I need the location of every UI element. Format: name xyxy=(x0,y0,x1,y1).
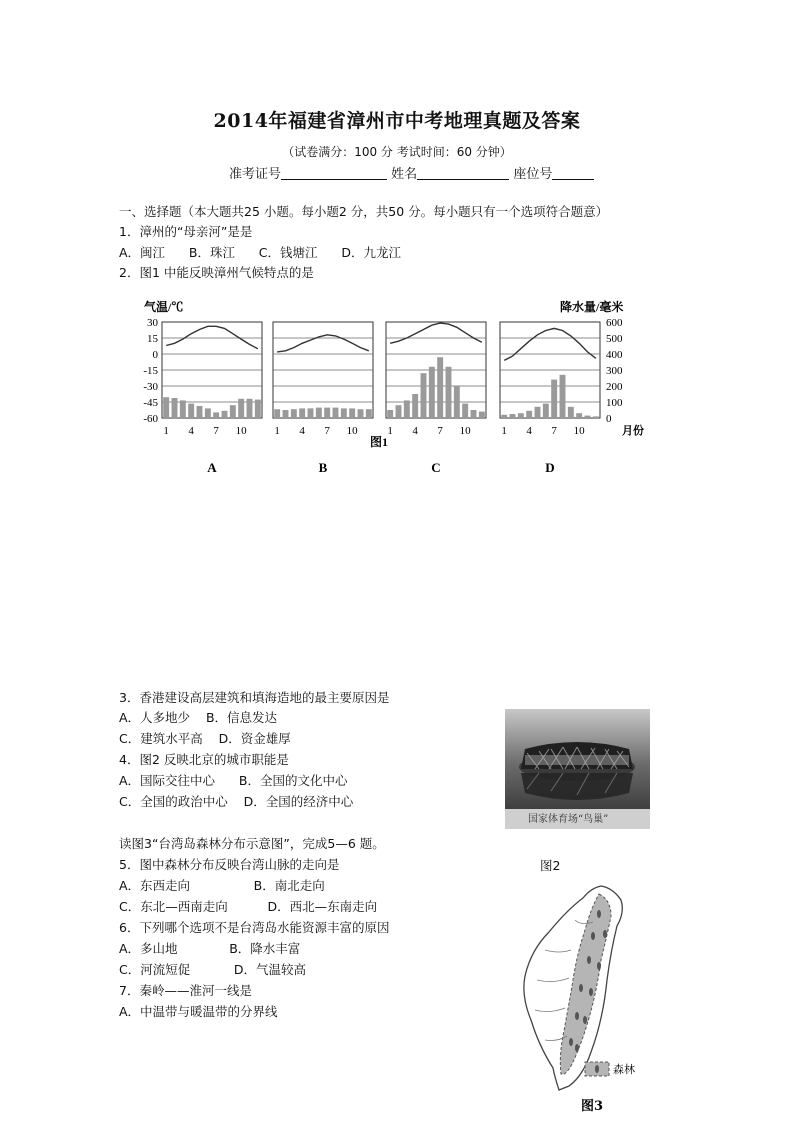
left-tick-label: -45 xyxy=(143,397,158,409)
precip-bar xyxy=(274,409,280,418)
q2-stem: 2．图1 中能反映漳州气候特点的是 xyxy=(119,265,314,280)
taiwan-forest-map xyxy=(515,880,655,1116)
right-tick-label: 0 xyxy=(606,413,612,425)
left-tick-label: -15 xyxy=(143,365,158,377)
precip-bar xyxy=(255,400,261,418)
q4-options-1: A．国际交往中心 B．全国的文化中心 xyxy=(119,773,348,788)
climate-panel-c xyxy=(386,322,486,475)
precip-bar xyxy=(535,407,541,418)
fig3-instruction: 读图3“台湾岛森林分布示意图”，完成5—6 题。 xyxy=(119,836,385,851)
month-tick-label: 10 xyxy=(346,425,358,437)
q3-options-1: A．人多地少 B．信息发达 xyxy=(119,710,278,725)
x-axis-title: 月份 xyxy=(622,425,644,437)
precip-bar xyxy=(576,413,582,418)
q3-stem: 3．香港建设高层建筑和填海造地的最主要原因是 xyxy=(119,690,390,705)
exam-meta: （试卷满分：100 分 考试时间：60 分钟） xyxy=(282,145,512,159)
left-tick-label: -60 xyxy=(143,413,158,425)
left-tick-label: 30 xyxy=(147,317,158,329)
right-tick-label: 100 xyxy=(606,397,623,409)
panel-label: D xyxy=(545,460,555,475)
month-tick-label: 7 xyxy=(437,425,443,437)
precip-bar xyxy=(412,394,418,418)
climate-panel-b xyxy=(273,322,373,475)
q3-options-2: C．建筑水平高 D．资金雄厚 xyxy=(119,731,291,746)
precip-bar xyxy=(291,409,297,418)
precip-bar xyxy=(454,386,460,418)
month-tick-label: 4 xyxy=(526,425,532,437)
q1-options: A．闽江 B．珠江 C．钱塘江 D．九龙江 xyxy=(119,245,402,260)
month-tick-label: 4 xyxy=(412,425,418,437)
month-tick-label: 4 xyxy=(188,425,194,437)
precip-bar xyxy=(188,404,194,418)
month-tick-label: 4 xyxy=(299,425,305,437)
tree-icon xyxy=(575,1012,579,1020)
climate-panel-d xyxy=(500,322,600,475)
month-tick-label: 7 xyxy=(213,425,219,437)
precip-bar xyxy=(222,411,228,418)
precip-bar xyxy=(501,415,507,418)
month-tick-label: 7 xyxy=(324,425,330,437)
month-tick-label: 1 xyxy=(387,425,393,437)
precip-bar xyxy=(543,404,549,418)
fig2-caption: 图2 xyxy=(540,858,561,873)
precip-bar xyxy=(551,380,557,418)
seat-label: 座位号 xyxy=(513,167,553,182)
q6-options-1: A．多山地 B．降水丰富 xyxy=(119,941,301,956)
precip-bar xyxy=(471,410,477,418)
tree-icon xyxy=(597,962,601,970)
tree-icon xyxy=(569,1038,573,1046)
right-tick-label: 400 xyxy=(606,349,623,361)
precip-bar xyxy=(446,367,452,418)
tree-icon xyxy=(583,1016,587,1024)
precip-bar xyxy=(429,367,435,418)
tree-icon xyxy=(603,930,607,938)
q5-options-2: C．东北—西南走向 D．西北—东南走向 xyxy=(119,899,378,914)
precip-bar xyxy=(526,411,532,418)
month-tick-label: 10 xyxy=(459,425,471,437)
precip-bar xyxy=(396,405,402,418)
section-heading: 一、选择题（本大题共25 小题。每小题2 分，共50 分。每小题只有一个选项符合题意） xyxy=(119,204,609,219)
precip-bar xyxy=(510,414,516,418)
q5-stem: 5．图中森林分布反映台湾山脉的走向是 xyxy=(119,857,340,872)
left-tick-label: 0 xyxy=(152,349,158,361)
right-tick-label: 500 xyxy=(606,333,623,345)
tree-icon xyxy=(575,1044,579,1052)
precip-bar xyxy=(349,408,355,418)
precip-bar xyxy=(316,408,322,418)
climate-chart-figure xyxy=(140,300,660,480)
q7-stem: 7．秦岭——淮河一线是 xyxy=(119,983,252,998)
left-tick-label: 15 xyxy=(147,333,158,345)
precip-bar xyxy=(180,400,186,418)
precip-bar xyxy=(387,410,393,418)
tree-icon xyxy=(579,984,583,992)
fig3-caption: 图3 xyxy=(581,1099,604,1114)
month-tick-label: 1 xyxy=(501,425,507,437)
name-label: 姓名 xyxy=(391,167,418,182)
precip-bar xyxy=(163,397,169,418)
precip-bar xyxy=(585,416,591,418)
seat-blank[interactable] xyxy=(552,167,594,180)
tree-icon xyxy=(587,956,591,964)
precip-bar xyxy=(205,408,211,418)
precip-bar xyxy=(462,404,468,418)
precip-bar xyxy=(593,416,599,418)
month-tick-label: 1 xyxy=(163,425,169,437)
tree-icon xyxy=(591,932,595,940)
precip-bar xyxy=(341,408,347,418)
panel-label: B xyxy=(318,460,328,475)
figure-1-title: 图1 xyxy=(370,435,389,449)
tree-icon xyxy=(595,1065,599,1073)
name-blank[interactable] xyxy=(417,167,509,180)
precip-bar xyxy=(560,375,566,418)
month-tick-label: 10 xyxy=(235,425,247,437)
precip-bar xyxy=(308,408,314,418)
precip-bar xyxy=(238,399,244,418)
q4-options-2: C．全国的政治中心 D．全国的经济中心 xyxy=(119,794,354,809)
panel-label: C xyxy=(431,460,441,475)
tree-icon xyxy=(597,910,601,918)
precip-bar xyxy=(247,399,253,418)
precip-bar xyxy=(230,405,236,418)
legend-forest-label: 森林 xyxy=(613,1063,635,1076)
q4-stem: 4．图2 反映北京的城市职能是 xyxy=(119,752,289,767)
climate-panel-a xyxy=(162,322,262,475)
precip-bar xyxy=(324,408,330,418)
q5-options-1: A．东西走向 B．南北走向 xyxy=(119,878,325,893)
right-tick-label: 300 xyxy=(606,365,623,377)
panel-label: A xyxy=(207,460,217,475)
fig2-inner-caption: 国家体育场“鸟巢” xyxy=(528,814,609,825)
precip-bar xyxy=(299,408,305,418)
right-axis-title: 降水量/毫米 xyxy=(560,300,624,314)
precip-bar xyxy=(437,357,443,418)
precip-bar xyxy=(366,409,372,418)
q7-option-a: A．中温带与暖温带的分界线 xyxy=(119,1004,278,1019)
precip-bar xyxy=(333,408,339,418)
precip-bar xyxy=(479,412,485,418)
month-tick-label: 10 xyxy=(573,425,585,437)
precip-bar xyxy=(172,398,178,418)
right-tick-label: 600 xyxy=(606,317,623,329)
precip-bar xyxy=(421,373,427,418)
precip-bar xyxy=(518,413,524,418)
id-label: 准考证号 xyxy=(229,167,282,182)
precip-bar xyxy=(197,406,203,418)
q6-options-2: C．河流短促 D．气温较高 xyxy=(119,962,307,977)
left-tick-label: -30 xyxy=(143,381,158,393)
right-tick-label: 200 xyxy=(606,381,623,393)
left-axis-title: 气温/℃ xyxy=(144,300,184,314)
candidate-info-line xyxy=(229,163,594,182)
precip-bar xyxy=(283,410,289,418)
precip-bar xyxy=(213,412,219,418)
tree-icon xyxy=(589,988,593,996)
month-tick-label: 1 xyxy=(274,425,280,437)
precip-bar xyxy=(568,407,574,418)
id-blank[interactable] xyxy=(281,167,387,180)
q6-stem: 6．下列哪个选项不是台湾岛水能资源丰富的原因 xyxy=(119,920,390,935)
month-tick-label: 7 xyxy=(551,425,557,437)
q1-stem: 1．漳州的“母亲河”是是 xyxy=(119,224,253,239)
page-title: 2014年福建省漳州市中考地理真题及答案 xyxy=(213,110,581,132)
precip-bar xyxy=(358,409,364,418)
precip-bar xyxy=(404,400,410,418)
